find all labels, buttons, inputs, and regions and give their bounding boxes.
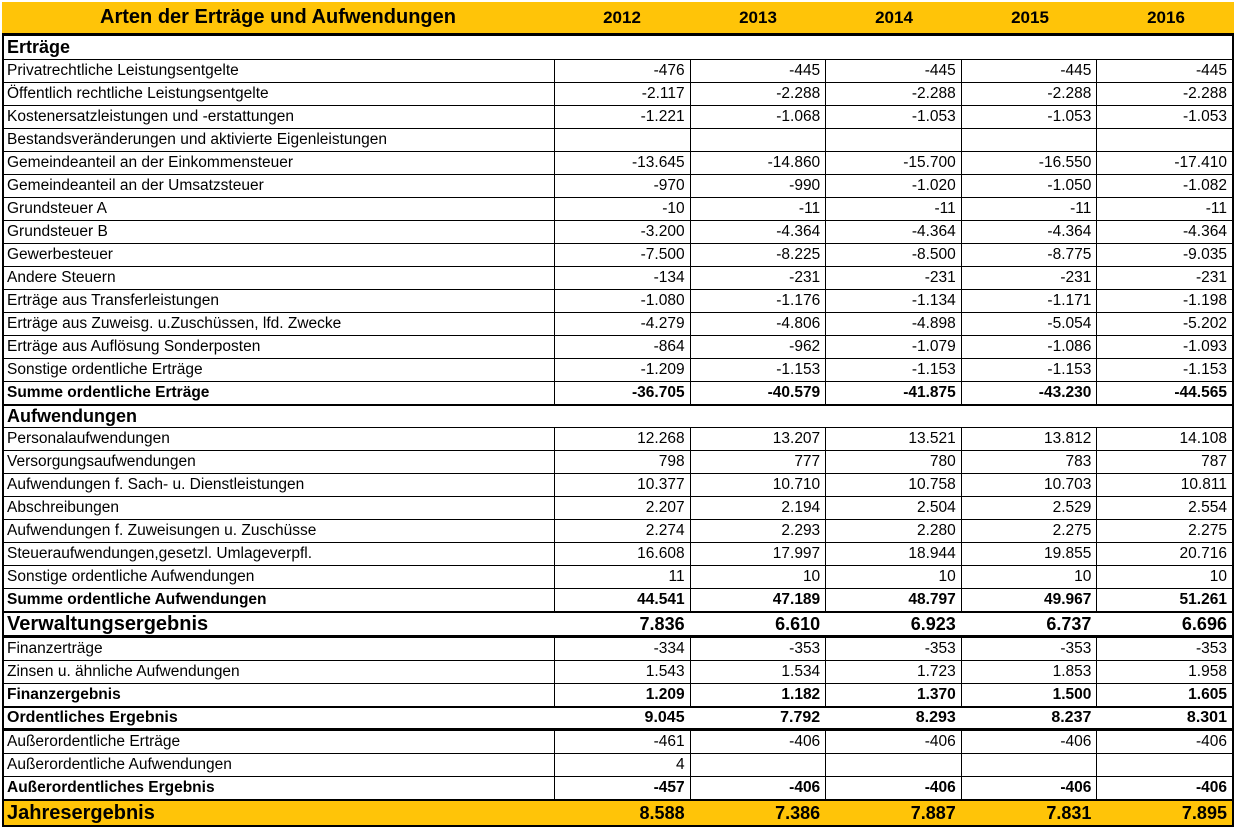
value-cell: 8.588 [639, 802, 685, 823]
value-cell: 49.967 [961, 589, 1097, 611]
value-cell: -1.153 [825, 359, 961, 381]
value-cell: -14.860 [690, 152, 826, 174]
table-row [4, 266, 1232, 289]
table-row [4, 59, 1232, 82]
value-cell: -445 [1096, 60, 1232, 82]
table-row [4, 496, 1232, 519]
row-label: Grundsteuer A [7, 200, 107, 217]
value-cell: -8.775 [961, 244, 1097, 266]
value-cell: 13.521 [825, 428, 961, 450]
row-label: Finanzerträge [7, 640, 103, 657]
value-cell: 8.237 [1051, 709, 1092, 726]
value-cell: -8.500 [825, 244, 961, 266]
value-cell: 7.831 [1046, 802, 1092, 823]
row-label: Außerordentliche Erträge [7, 733, 181, 750]
value-cell: -353 [961, 638, 1097, 660]
value-cell: -406 [961, 777, 1097, 799]
table-row [4, 753, 1232, 776]
value-cell: 10.811 [1096, 474, 1232, 496]
value-cell: -445 [825, 60, 961, 82]
value-cell: -2.288 [690, 83, 826, 105]
value-cell: -11 [690, 198, 826, 220]
value-cell: 4 [554, 754, 690, 776]
year-header-2013: 2013 [739, 7, 777, 27]
value-cell: 2.293 [690, 520, 826, 542]
value-cell: 13.812 [961, 428, 1097, 450]
row-label: Aufwendungen [7, 406, 137, 426]
value-cell: -231 [961, 267, 1097, 289]
value-cell: 10.758 [825, 474, 961, 496]
value-cell: 11 [554, 566, 690, 588]
table-row [4, 243, 1232, 266]
value-cell: -40.579 [690, 382, 826, 404]
value-cell: -1.171 [961, 290, 1097, 312]
value-cell: 16.608 [554, 543, 690, 565]
row-label: Erträge aus Auflösung Sonderposten [7, 338, 261, 355]
table-row [4, 706, 1232, 730]
value-cell: -334 [554, 638, 690, 660]
value-cell: -7.500 [554, 244, 690, 266]
value-cell: -406 [690, 777, 826, 799]
income-expense-table [2, 2, 1234, 827]
value-cell: 44.541 [554, 589, 690, 611]
value-cell: 1.958 [1096, 661, 1232, 683]
row-label: Aufwendungen f. Sach- u. Dienstleistungen [7, 476, 305, 493]
table-row [4, 611, 1232, 637]
table-row [4, 289, 1232, 312]
value-cell: -1.020 [825, 175, 961, 197]
value-cell: 7.836 [639, 613, 685, 634]
value-cell: -16.550 [961, 152, 1097, 174]
table-row [4, 105, 1232, 128]
value-cell: -1.221 [554, 106, 690, 128]
value-cell: -353 [1096, 638, 1232, 660]
value-cell: -3.200 [554, 221, 690, 243]
value-cell: -970 [554, 175, 690, 197]
value-cell: 10.377 [554, 474, 690, 496]
value-cell: -2.288 [961, 83, 1097, 105]
row-label: Zinsen u. ähnliche Aufwendungen [7, 663, 240, 680]
year-header-2015: 2015 [1011, 7, 1049, 27]
value-cell: -44.565 [1096, 382, 1232, 404]
value-cell: -4.279 [554, 313, 690, 335]
table-row [4, 335, 1232, 358]
value-cell: 798 [554, 451, 690, 473]
value-cell: -353 [690, 638, 826, 660]
row-label: Außerordentliches Ergebnis [7, 779, 215, 796]
value-cell: -2.117 [554, 83, 690, 105]
table-row [4, 542, 1232, 565]
value-cell: -4.364 [961, 221, 1097, 243]
value-cell [961, 129, 1097, 151]
value-cell: 6.923 [910, 613, 956, 634]
value-cell: -1.153 [1096, 359, 1232, 381]
row-label: Summe ordentliche Erträge [7, 384, 210, 401]
row-label: Gemeindeanteil an der Umsatzsteuer [7, 177, 264, 194]
value-cell: -1.050 [961, 175, 1097, 197]
table-row [4, 776, 1232, 799]
value-cell: -4.806 [690, 313, 826, 335]
value-cell: -457 [554, 777, 690, 799]
value-cell: 1.534 [690, 661, 826, 683]
value-cell: -36.705 [554, 382, 690, 404]
value-cell [1096, 129, 1232, 151]
value-cell: 14.108 [1096, 428, 1232, 450]
value-cell [1096, 754, 1232, 776]
value-cell: 12.268 [554, 428, 690, 450]
row-label: Kostenersatzleistungen und -erstattungen [7, 108, 294, 125]
value-cell: 7.895 [1181, 802, 1227, 823]
value-cell: 10 [961, 566, 1097, 588]
row-label: Jahresergebnis [7, 801, 155, 824]
value-cell: -9.035 [1096, 244, 1232, 266]
value-cell: -1.209 [554, 359, 690, 381]
value-cell: -406 [690, 731, 826, 753]
value-cell: -1.093 [1096, 336, 1232, 358]
value-cell: -15.700 [825, 152, 961, 174]
value-cell: -353 [825, 638, 961, 660]
value-cell: -1.176 [690, 290, 826, 312]
row-label: Personalaufwendungen [7, 430, 170, 447]
value-cell: -10 [554, 198, 690, 220]
table-row [4, 36, 1232, 59]
value-cell: -1.153 [690, 359, 826, 381]
year-header-2012: 2012 [603, 7, 641, 27]
value-cell: -8.225 [690, 244, 826, 266]
value-cell: -5.054 [961, 313, 1097, 335]
value-cell: 10 [825, 566, 961, 588]
table-row [4, 312, 1232, 335]
value-cell: 13.207 [690, 428, 826, 450]
table-row [4, 404, 1232, 427]
table-row [4, 450, 1232, 473]
table-row [4, 358, 1232, 381]
value-cell: -231 [825, 267, 961, 289]
value-cell: -134 [554, 267, 690, 289]
row-label: Summe ordentliche Aufwendungen [7, 591, 267, 608]
value-cell: 780 [825, 451, 961, 473]
value-cell: -1.053 [961, 106, 1097, 128]
value-cell: 787 [1096, 451, 1232, 473]
value-cell: -4.364 [825, 221, 961, 243]
value-cell: -1.068 [690, 106, 826, 128]
table-row [4, 637, 1232, 660]
value-cell: -406 [1096, 731, 1232, 753]
table-row [4, 660, 1232, 683]
value-cell: 1.853 [961, 661, 1097, 683]
value-cell: -4.364 [690, 221, 826, 243]
value-cell: 1.500 [961, 684, 1097, 706]
value-cell: 2.207 [554, 497, 690, 519]
row-label: Privatrechtliche Leistungsentgelte [7, 62, 239, 79]
value-cell: 1.370 [825, 684, 961, 706]
value-cell: 783 [961, 451, 1097, 473]
value-cell: -231 [690, 267, 826, 289]
value-cell: -13.645 [554, 152, 690, 174]
value-cell: -445 [961, 60, 1097, 82]
value-cell: 7.386 [775, 802, 821, 823]
value-cell: 6.737 [1046, 613, 1092, 634]
value-cell: -11 [961, 198, 1097, 220]
value-cell: 18.944 [825, 543, 961, 565]
row-label: Erträge aus Zuweisg. u.Zuschüssen, lfd. Zwecke [7, 315, 342, 332]
row-label: Andere Steuern [7, 269, 116, 286]
value-cell [690, 754, 826, 776]
row-label: Versorgungsaufwendungen [7, 453, 196, 470]
value-cell: 2.529 [961, 497, 1097, 519]
table-row [4, 565, 1232, 588]
table-row [4, 683, 1232, 706]
table-header-row [2, 2, 1234, 36]
table-row [4, 427, 1232, 450]
value-cell: -41.875 [825, 382, 961, 404]
value-cell [825, 129, 961, 151]
value-cell: -1.086 [961, 336, 1097, 358]
value-cell: -406 [961, 731, 1097, 753]
value-cell: 19.855 [961, 543, 1097, 565]
value-cell: -962 [690, 336, 826, 358]
row-label: Gewerbesteuer [7, 246, 113, 263]
value-cell: -1.053 [1096, 106, 1232, 128]
row-label: Gemeindeanteil an der Einkommensteuer [7, 154, 294, 171]
row-label: Öffentlich rechtliche Leistungsentgelte [7, 85, 269, 102]
value-cell [825, 754, 961, 776]
value-cell: -5.202 [1096, 313, 1232, 335]
value-cell: 2.275 [961, 520, 1097, 542]
value-cell: -445 [690, 60, 826, 82]
value-cell: -864 [554, 336, 690, 358]
value-cell: 8.293 [915, 709, 956, 726]
value-cell: 10.710 [690, 474, 826, 496]
value-cell: -11 [1096, 198, 1232, 220]
value-cell: 1.723 [825, 661, 961, 683]
value-cell: 48.797 [825, 589, 961, 611]
row-label: Bestandsveränderungen und aktivierte Eigenleistungen [7, 131, 388, 148]
value-cell: -17.410 [1096, 152, 1232, 174]
value-cell: 6.610 [775, 613, 821, 634]
value-cell: -461 [554, 731, 690, 753]
row-label: Außerordentliche Aufwendungen [7, 756, 232, 773]
value-cell: -1.198 [1096, 290, 1232, 312]
row-label: Erträge aus Transferleistungen [7, 292, 219, 309]
row-label: Erträge [7, 37, 71, 57]
value-cell: 2.280 [825, 520, 961, 542]
table-row [4, 799, 1232, 825]
value-cell: -990 [690, 175, 826, 197]
value-cell: 9.045 [644, 709, 685, 726]
value-cell [690, 129, 826, 151]
value-cell: 1.182 [690, 684, 826, 706]
row-label: Aufwendungen f. Zuweisungen u. Zuschüsse [7, 522, 317, 539]
table-row [4, 473, 1232, 496]
value-cell: 8.301 [1186, 709, 1227, 726]
table-row [4, 519, 1232, 542]
table-body [2, 36, 1234, 827]
value-cell: 47.189 [690, 589, 826, 611]
row-label: Sonstige ordentliche Aufwendungen [7, 568, 255, 585]
row-label: Grundsteuer B [7, 223, 108, 240]
table-row [4, 730, 1232, 753]
value-cell: -2.288 [1096, 83, 1232, 105]
value-cell: 7.792 [780, 709, 821, 726]
value-cell: 6.696 [1181, 613, 1227, 634]
value-cell: -4.898 [825, 313, 961, 335]
table-row [4, 174, 1232, 197]
value-cell: 10 [1096, 566, 1232, 588]
row-label: Ordentliches Ergebnis [7, 709, 178, 726]
value-cell: 1.543 [554, 661, 690, 683]
value-cell: -1.080 [554, 290, 690, 312]
year-header-2014: 2014 [875, 7, 913, 27]
table-row [4, 220, 1232, 243]
value-cell: 1.605 [1096, 684, 1232, 706]
value-cell: 777 [690, 451, 826, 473]
value-cell: 20.716 [1096, 543, 1232, 565]
table-row [4, 82, 1232, 105]
value-cell: 1.209 [554, 684, 690, 706]
value-cell: -1.134 [825, 290, 961, 312]
table-row [4, 381, 1232, 404]
value-cell: -231 [1096, 267, 1232, 289]
value-cell: -1.079 [825, 336, 961, 358]
value-cell [961, 754, 1097, 776]
value-cell: 17.997 [690, 543, 826, 565]
value-cell: -476 [554, 60, 690, 82]
value-cell: -43.230 [961, 382, 1097, 404]
value-cell: 2.275 [1096, 520, 1232, 542]
value-cell: 10.703 [961, 474, 1097, 496]
row-label: Steueraufwendungen,gesetzl. Umlageverpfl. [7, 545, 313, 562]
value-cell: 51.261 [1096, 589, 1232, 611]
table-row [4, 588, 1232, 611]
value-cell: -406 [825, 731, 961, 753]
value-cell: -1.082 [1096, 175, 1232, 197]
row-label: Sonstige ordentliche Erträge [7, 361, 203, 378]
value-cell: 2.274 [554, 520, 690, 542]
value-cell: 10 [690, 566, 826, 588]
value-cell: -4.364 [1096, 221, 1232, 243]
table-row [4, 151, 1232, 174]
value-cell: -2.288 [825, 83, 961, 105]
row-label: Verwaltungsergebnis [7, 613, 209, 635]
value-cell: -1.053 [825, 106, 961, 128]
value-cell: 7.887 [910, 802, 956, 823]
value-cell: -406 [1096, 777, 1232, 799]
value-cell [554, 129, 690, 151]
value-cell: 2.194 [690, 497, 826, 519]
table-row [4, 128, 1232, 151]
value-cell: -1.153 [961, 359, 1097, 381]
value-cell: -406 [825, 777, 961, 799]
row-label: Abschreibungen [7, 499, 120, 516]
row-label: Finanzergebnis [7, 686, 121, 703]
table-title: Arten der Erträge und Aufwendungen [100, 6, 456, 28]
value-cell: 2.554 [1096, 497, 1232, 519]
year-header-2016: 2016 [1147, 7, 1185, 27]
table-row [4, 197, 1232, 220]
value-cell: -11 [825, 198, 961, 220]
value-cell: 2.504 [825, 497, 961, 519]
